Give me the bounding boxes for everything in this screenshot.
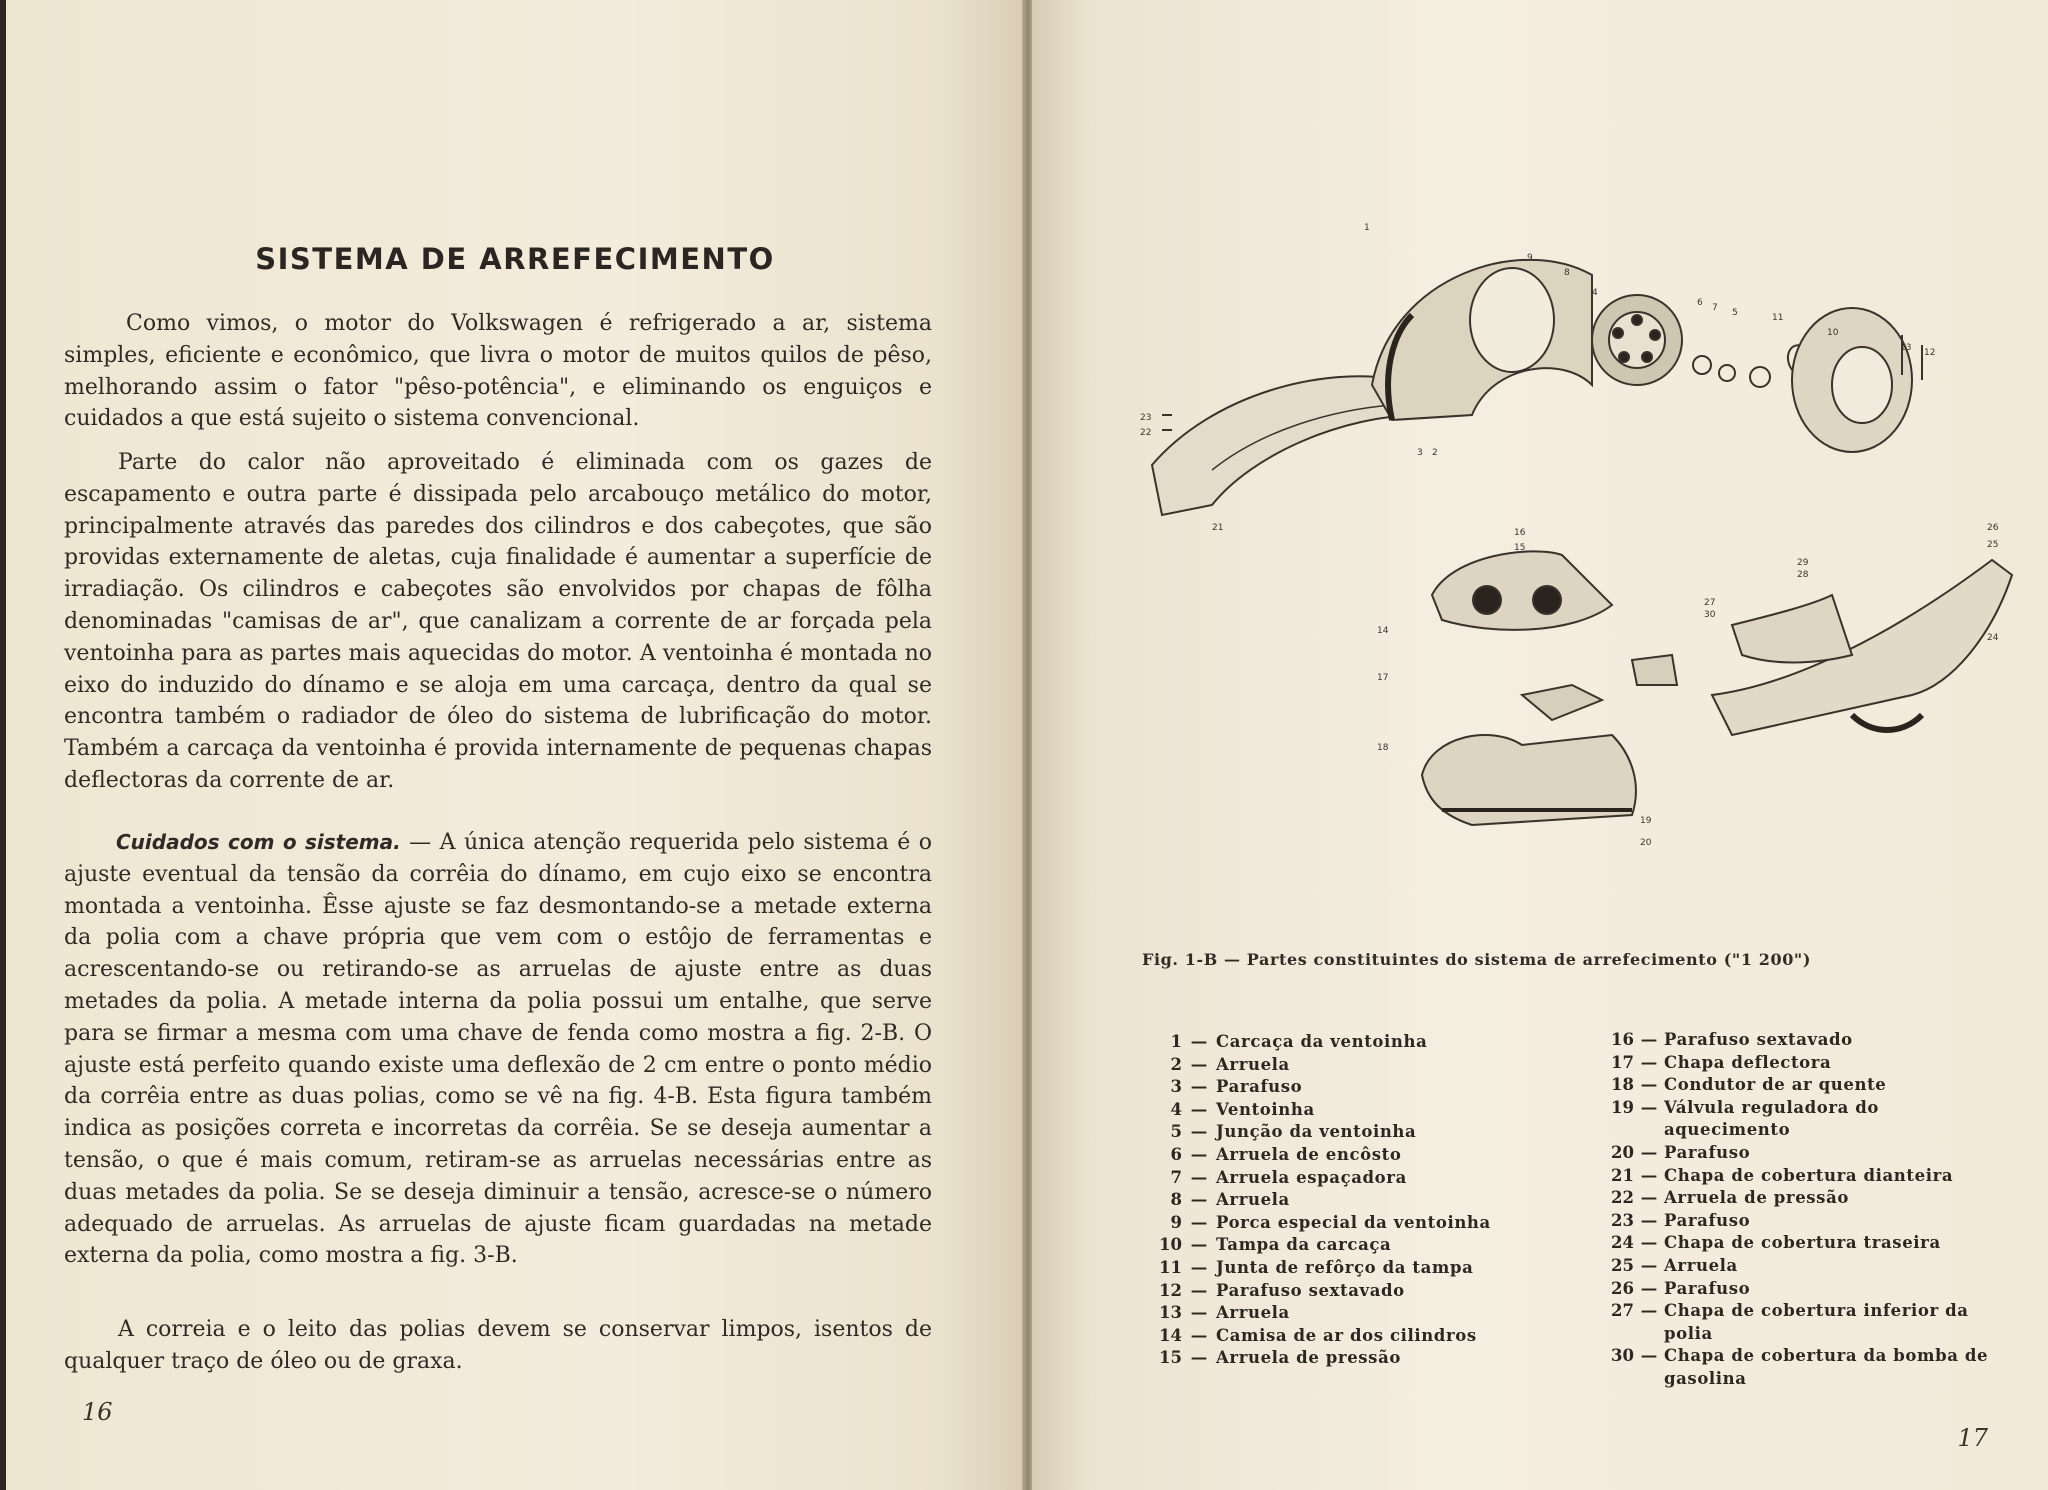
legend-number: 19 xyxy=(1611,1097,1634,1117)
legend-number: 17 xyxy=(1611,1052,1634,1072)
legend-item: 11 — Junta de refôrço da tampa xyxy=(1132,1257,1572,1280)
right-page xyxy=(1032,0,2048,1490)
legend-item: 20 — Parafuso xyxy=(1588,1142,2048,1165)
legend-number: 10 xyxy=(1159,1235,1182,1255)
legend-number: 8 xyxy=(1170,1190,1182,1210)
legend-number: 4 xyxy=(1170,1099,1182,1119)
legend-item: 22 — Arruela de pressão xyxy=(1588,1187,2048,1210)
callout-5: 5 xyxy=(1732,308,1738,318)
callout-10: 10 xyxy=(1827,328,1839,338)
section-title: SISTEMA DE ARREFECIMENTO xyxy=(255,242,775,276)
legend-number: 20 xyxy=(1611,1142,1634,1162)
callout-26: 26 xyxy=(1987,523,1999,533)
legend-number: 18 xyxy=(1611,1075,1634,1095)
legend-label: Tampa da carcaça xyxy=(1216,1235,1392,1255)
callout-12: 12 xyxy=(1924,348,1936,358)
legend-number: 22 xyxy=(1611,1188,1634,1208)
callout-8: 8 xyxy=(1564,268,1570,278)
legend-label: Parafuso sextavado xyxy=(1664,1030,1853,1049)
legend-number: 5 xyxy=(1170,1122,1182,1142)
legend-label: Parafuso xyxy=(1664,1142,1751,1162)
legend-item: 16 — Parafuso sextavado xyxy=(1588,1029,2048,1052)
legend-item: 19 — Válvula reguladora do aquecimento xyxy=(1588,1097,2048,1142)
legend-column-right xyxy=(1588,1029,2048,1391)
legend-label: Arruela de pressão xyxy=(1664,1188,1849,1208)
legend-item: 10 — Tampa da carcaça xyxy=(1132,1234,1572,1257)
legend-number: 6 xyxy=(1170,1144,1182,1164)
legend-item: 18 — Condutor de ar quente xyxy=(1588,1074,2048,1097)
legend-item: 1 — Carcaça da ventoinha xyxy=(1132,1031,1572,1054)
legend-label: Parafuso xyxy=(1664,1210,1751,1230)
legend-number: 13 xyxy=(1159,1303,1182,1323)
callout-9: 9 xyxy=(1527,253,1533,263)
legend-label: Camisa de ar dos cilindros xyxy=(1216,1325,1477,1345)
callout-17: 17 xyxy=(1377,673,1389,683)
legend-item: 30 — Chapa de cobertura da bomba de gasolina xyxy=(1588,1345,2048,1390)
legend-item: 21 — Chapa de cobertura dianteira xyxy=(1588,1165,2048,1188)
legend-label: Chapa de cobertura traseira xyxy=(1664,1233,1941,1253)
legend-item: 26 — Parafuso xyxy=(1588,1278,2048,1301)
legend-label: Chapa de cobertura inferior da polia xyxy=(1664,1301,1969,1343)
callout-27: 27 xyxy=(1704,598,1716,608)
callout-18: 18 xyxy=(1377,743,1389,753)
legend-number: 30 xyxy=(1611,1346,1634,1366)
exploded-diagram xyxy=(1092,215,2032,875)
legend-label: Chapa de cobertura dianteira xyxy=(1664,1165,1954,1185)
left-page xyxy=(6,0,1024,1490)
legend-label: Válvula reguladora do aquecimento xyxy=(1664,1097,1880,1140)
page-number-right: 17 xyxy=(1957,1424,1988,1452)
callout-19: 19 xyxy=(1640,816,1652,826)
paragraph-heat: Parte do calor não aproveitado é eliminada com os gazes de escapamento e outra parte é dissipada pelo arcabouço metálico do motor, principalmente através das paredes dos cilindros e dos cabeçotes, que são providas externamente de aletas, cuja finalidade é aumentar a superfície de irradiação. Os cilindros e cabeçotes são envolvidos por chapas de fôlha denominadas "camisas de ar", que canalizam a corrente de ar forçada pela ventoinha para as partes mais aquecidas do motor. A ventoinha é montada no eixo do induzido do dínamo e se aloja em uma carcaça, dentro da qual se encontra também o radiador de óleo do sistema de lubrificação do motor. Também a carcaça da ventoinha é provida internamente de pequenas chapas deflectoras da corrente de ar. xyxy=(64,450,932,793)
legend-item: 15 — Arruela de pressão xyxy=(1132,1347,1572,1370)
legend-number: 3 xyxy=(1170,1077,1182,1097)
care-body: — A única atenção requerida pelo sistema é o ajuste eventual da tensão da corrêia do dínamo, em cujo eixo se encontra montada a ventoinha. Êsse ajuste se faz desmontando-se a metade externa da polia com a chave própria que vem com o estôjo de ferramentas e acrescentando-se ou retirando-se as arruelas de ajuste entre as duas metades da polia. A metade interna da polia possui um entalhe, que serve para se firmar a mesma com uma chave de fenda como mostra a fig. 2-B. O ajuste está perfeito quando existe uma deflexão de 2 cm entre o ponto médio da corrêia entre as duas polias, como se vê na fig. 4-B. Esta figura também indica as posições correta e incorretas da corrêia. Se se deseja aumentar a tensão, o que é mais comum, retiram-se as arruelas necessárias entre as duas metades da polia. Se se deseja diminuir a tensão, acresce-se o número adequado de arruelas. As arruelas de ajuste ficam guardadas na metade externa da polia, como mostra a fig. 3-B. xyxy=(64,830,932,1269)
legend-item: 27 — Chapa de cobertura inferior da polia xyxy=(1588,1300,2048,1345)
callout-14: 14 xyxy=(1377,626,1389,636)
paragraph-intro: Como vimos, o motor do Volkswagen é refrigerado a ar, sistema simples, eficiente e econômico, que livra o motor de muitos quilos de pêso, melhorando assim o fator "pêso-potência", e eliminando os enguiços e cuidados a que está sujeito o sistema convencional. xyxy=(64,311,932,432)
figure-caption: Fig. 1-B — Partes constituintes do sistema de arrefecimento ("1 200") xyxy=(1142,950,1812,969)
legend-label: Chapa de cobertura da bomba de gasolina xyxy=(1664,1346,1989,1388)
legend-item: 5 — Junção da ventoinha xyxy=(1132,1121,1572,1144)
legend-item: 23 — Parafuso xyxy=(1588,1210,2048,1233)
callout-25: 25 xyxy=(1987,540,1999,550)
legend-label: Parafuso sextavado xyxy=(1216,1280,1405,1300)
page-number-left: 16 xyxy=(82,1398,113,1426)
callout-16: 16 xyxy=(1514,528,1526,538)
legend-number: 25 xyxy=(1611,1255,1634,1275)
callout-21: 21 xyxy=(1212,523,1224,533)
legend-column-left xyxy=(1132,1031,1572,1370)
legend-item: 7 — Arruela espaçadora xyxy=(1132,1167,1572,1190)
legend-item: 3 — Parafuso xyxy=(1132,1076,1572,1099)
legend-item: 24 — Chapa de cobertura traseira xyxy=(1588,1232,2048,1255)
legend-label: Parafuso xyxy=(1664,1278,1751,1298)
callout-3: 3 xyxy=(1417,448,1423,458)
paragraph-cleaning: A correia e o leito das polias devem se conservar limpos, isentos de qualquer traço de óleo ou de graxa. xyxy=(64,1317,932,1374)
legend-label: Junção da ventoinha xyxy=(1216,1122,1417,1142)
callout-11: 11 xyxy=(1772,313,1784,323)
legend-number: 24 xyxy=(1611,1233,1634,1253)
callout-30: 30 xyxy=(1704,610,1716,620)
legend-label: Arruela de pressão xyxy=(1216,1348,1401,1368)
legend-item: 8 — Arruela xyxy=(1132,1189,1572,1212)
legend-number: 16 xyxy=(1611,1030,1634,1049)
legend-label: Arruela xyxy=(1216,1190,1290,1210)
legend-item: 17 — Chapa deflectora xyxy=(1588,1052,2048,1075)
legend-number: 21 xyxy=(1611,1165,1634,1185)
callout-22: 22 xyxy=(1140,428,1152,438)
legend-number: 14 xyxy=(1159,1325,1182,1345)
legend-item: 6 — Arruela de encôsto xyxy=(1132,1144,1572,1167)
legend-label: Chapa deflectora xyxy=(1664,1052,1832,1072)
legend-label: Condutor de ar quente xyxy=(1664,1075,1887,1095)
care-heading: Cuidados com o sistema. xyxy=(116,830,401,854)
legend-number: 7 xyxy=(1170,1167,1182,1187)
callout-20: 20 xyxy=(1640,838,1652,848)
cooling-system-illustration xyxy=(1092,215,2032,875)
legend-label: Junta de refôrço da tampa xyxy=(1216,1257,1474,1277)
legend-label: Arruela xyxy=(1216,1303,1290,1323)
legend-label: Arruela de encôsto xyxy=(1216,1144,1402,1164)
legend-number: 15 xyxy=(1159,1348,1182,1368)
callout-29: 29 xyxy=(1797,558,1809,568)
legend-number: 12 xyxy=(1159,1280,1182,1300)
callout-4: 4 xyxy=(1592,288,1598,298)
legend-number: 27 xyxy=(1611,1301,1634,1321)
legend-item: 9 — Porca especial da ventoinha xyxy=(1132,1212,1572,1235)
legend-label: Parafuso xyxy=(1216,1077,1303,1097)
legend-label: Arruela espaçadora xyxy=(1216,1167,1407,1187)
legend-number: 11 xyxy=(1159,1257,1182,1277)
paragraph-care xyxy=(64,827,932,1272)
legend-item: 13 — Arruela xyxy=(1132,1302,1572,1325)
legend-label: Carcaça da ventoinha xyxy=(1216,1032,1428,1051)
legend-item: 2 — Arruela xyxy=(1132,1054,1572,1077)
callout-28: 28 xyxy=(1797,570,1809,580)
legend-number: 9 xyxy=(1170,1212,1182,1232)
callout-1: 1 xyxy=(1364,223,1370,233)
legend-label: Porca especial da ventoinha xyxy=(1216,1212,1491,1232)
callout-7: 7 xyxy=(1712,303,1718,313)
legend-number: 2 xyxy=(1170,1054,1182,1074)
callout-2: 2 xyxy=(1432,448,1438,458)
legend-item: 25 — Arruela xyxy=(1588,1255,2048,1278)
legend-label: Arruela xyxy=(1216,1054,1290,1074)
air-jacket xyxy=(1432,551,1612,629)
callout-24: 24 xyxy=(1987,633,1999,643)
legend-item: 14 — Camisa de ar dos cilindros xyxy=(1132,1325,1572,1348)
callout-13: 13 xyxy=(1900,343,1912,353)
legend-label: Arruela xyxy=(1664,1255,1738,1275)
callout-23: 23 xyxy=(1140,413,1152,423)
legend-item: 4 — Ventoinha xyxy=(1132,1099,1572,1122)
legend-number: 1 xyxy=(1170,1032,1182,1051)
legend-number: 26 xyxy=(1611,1278,1634,1298)
legend-number: 23 xyxy=(1611,1210,1634,1230)
legend-item: 12 — Parafuso sextavado xyxy=(1132,1280,1572,1303)
callout-6: 6 xyxy=(1697,298,1703,308)
legend-label: Ventoinha xyxy=(1216,1099,1315,1119)
callout-15: 15 xyxy=(1514,543,1526,553)
